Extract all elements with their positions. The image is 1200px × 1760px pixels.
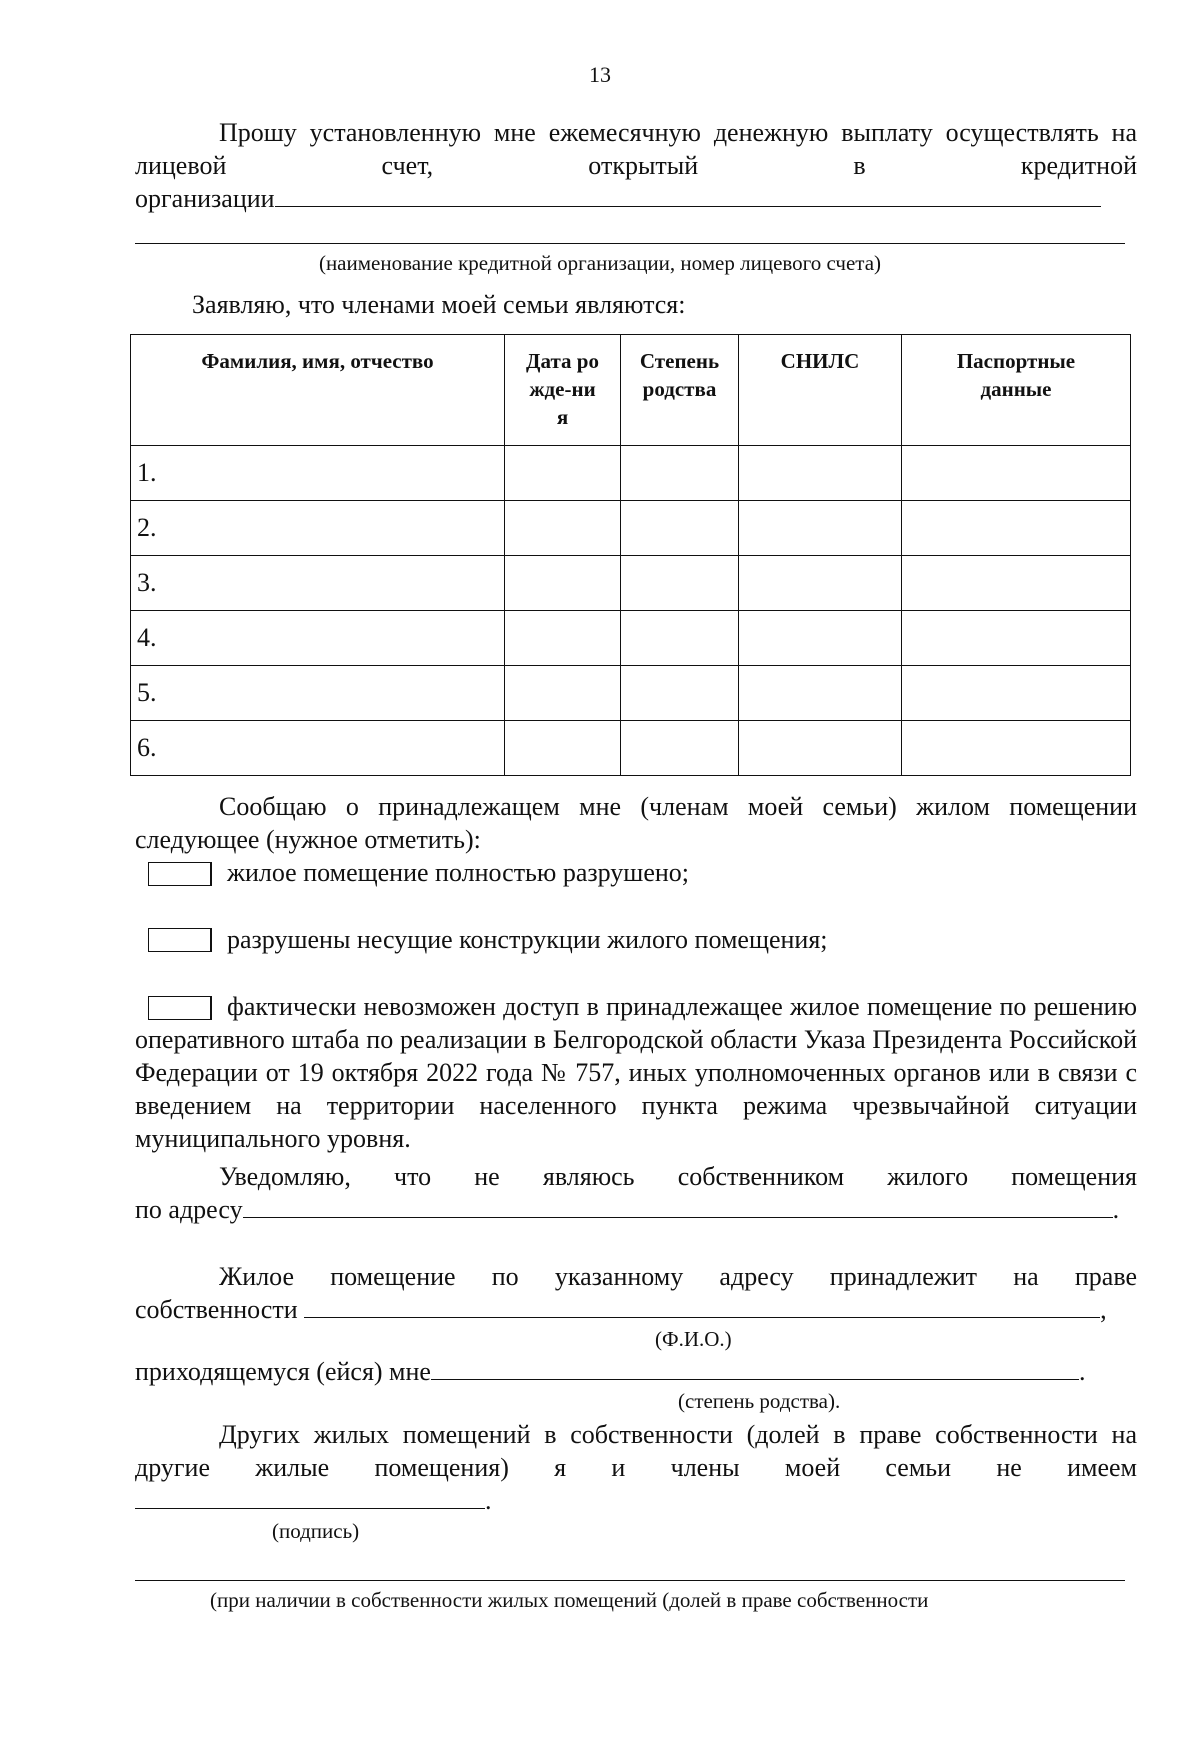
family-intro: Заявляю, что членами моей семьи являются: xyxy=(192,290,686,319)
table-cell[interactable] xyxy=(902,501,1131,556)
header-birth-date: Дата рожде-ния xyxy=(505,335,621,446)
owner-fio-field[interactable] xyxy=(304,1293,1100,1318)
relation-field[interactable] xyxy=(431,1355,1079,1380)
table-cell[interactable] xyxy=(902,721,1131,776)
ownership-line xyxy=(135,1293,1137,1326)
table-cell[interactable] xyxy=(902,556,1131,611)
option-structures-destroyed: разрушены несущие конструкции жилого помещения; xyxy=(227,925,828,954)
housing-intro: Сообщаю о принадлежащем мне (членам моей семьи) жилом помещении следующее (нужное отметить): xyxy=(135,792,1137,854)
table-cell[interactable] xyxy=(505,556,621,611)
address-end: . xyxy=(1112,1195,1120,1224)
table-cell[interactable] xyxy=(505,501,621,556)
relation-caption: (степень родства). xyxy=(678,1389,841,1413)
header-snils: СНИЛС xyxy=(739,335,902,446)
row-number[interactable]: 5. xyxy=(131,666,505,721)
other-housing-field[interactable] xyxy=(135,1580,1125,1581)
row-number[interactable]: 4. xyxy=(131,611,505,666)
other-housing-sentence: Других жилых помещений в собственности (долей в праве собственности на другие жилые помещения) я и члены моей семьи не имеем xyxy=(135,1420,1137,1482)
relative-line xyxy=(135,1355,1137,1388)
table-cell[interactable] xyxy=(621,666,739,721)
ownership-comma: , xyxy=(1100,1295,1107,1324)
table-cell[interactable] xyxy=(739,446,902,501)
table-row xyxy=(131,721,1131,776)
table-cell[interactable] xyxy=(739,501,902,556)
ownership-sentence: Жилое помещение по указанному адресу принадлежит на праве xyxy=(219,1262,1137,1291)
payment-org-line xyxy=(135,182,1137,215)
table-cell[interactable] xyxy=(621,501,739,556)
family-members-table xyxy=(130,334,1131,776)
row-number[interactable]: 6. xyxy=(131,721,505,776)
payment-request-text xyxy=(135,116,1137,182)
table-cell[interactable] xyxy=(505,721,621,776)
table-cell[interactable] xyxy=(621,721,739,776)
header-passport: Паспортные данные xyxy=(902,335,1131,446)
ownership-text xyxy=(135,1260,1137,1293)
table-cell[interactable] xyxy=(739,721,902,776)
table-row xyxy=(131,556,1131,611)
table-cell[interactable] xyxy=(902,666,1131,721)
checkbox-destroyed[interactable] xyxy=(148,862,212,886)
ownership-label: собственности xyxy=(135,1295,298,1324)
table-cell[interactable] xyxy=(739,611,902,666)
credit-org-caption: (наименование кредитной организации, номер лицевого счета) xyxy=(318,251,882,275)
table-header-row xyxy=(131,335,1131,446)
address-field[interactable] xyxy=(243,1193,1113,1218)
header-relation: Степень родства xyxy=(621,335,739,446)
row-number[interactable]: 1. xyxy=(131,446,505,501)
notify-text xyxy=(135,1160,1137,1193)
row-number[interactable]: 3. xyxy=(131,556,505,611)
checkbox-structures-destroyed[interactable] xyxy=(148,928,212,952)
signature-line xyxy=(135,1484,1137,1517)
table-cell[interactable] xyxy=(739,666,902,721)
payment-request-sentence: Прошу установленную мне ежемесячную денежную выплату осуществлять на лицевой счет, открытый в кредитной xyxy=(135,118,1137,180)
page-number: 13 xyxy=(589,62,611,87)
address-line xyxy=(135,1193,1137,1226)
table-cell[interactable] xyxy=(621,446,739,501)
table-cell[interactable] xyxy=(621,611,739,666)
address-label: по адресу xyxy=(135,1195,243,1224)
option-no-access: фактически невозможен доступ в принадлежащее жилое помещение по решению оперативного штаба по реализации в Белгородской области Указа Президента Российской Федерации от 19 октября 2022 года № 757, иных уполномоченных органов или в связи с введением на территории населенного пункта режима чрезвычайной ситуации муниципального уровня. xyxy=(135,992,1137,1153)
relative-label: приходящемуся (ейся) мне xyxy=(135,1357,431,1386)
table-cell[interactable] xyxy=(505,666,621,721)
table-row xyxy=(131,501,1131,556)
table-row xyxy=(131,446,1131,501)
signature-field[interactable] xyxy=(135,1484,485,1509)
fio-caption: (Ф.И.О.) xyxy=(655,1327,732,1351)
payment-org-label: организации xyxy=(135,184,275,213)
signature-end: . xyxy=(485,1486,492,1515)
table-cell[interactable] xyxy=(902,446,1131,501)
table-cell[interactable] xyxy=(505,446,621,501)
option-destroyed: жилое помещение полностью разрушено; xyxy=(227,858,690,887)
relative-end: . xyxy=(1078,1357,1086,1386)
credit-org-field[interactable] xyxy=(275,182,1101,207)
footer-caption: (при наличии в собственности жилых помещений (долей в праве собственности xyxy=(210,1588,929,1612)
signature-caption: (подпись) xyxy=(272,1519,360,1543)
row-number[interactable]: 2. xyxy=(131,501,505,556)
table-cell[interactable] xyxy=(739,556,902,611)
table-row xyxy=(131,611,1131,666)
table-cell[interactable] xyxy=(505,611,621,666)
credit-org-second-line[interactable] xyxy=(135,243,1125,244)
table-cell[interactable] xyxy=(621,556,739,611)
table-cell[interactable] xyxy=(902,611,1131,666)
other-housing-text xyxy=(135,1418,1137,1484)
notify-sentence: Уведомляю, что не являюсь собственником жилого помещения xyxy=(219,1162,1137,1191)
table-row xyxy=(131,666,1131,721)
header-fio: Фамилия, имя, отчество xyxy=(131,335,505,446)
